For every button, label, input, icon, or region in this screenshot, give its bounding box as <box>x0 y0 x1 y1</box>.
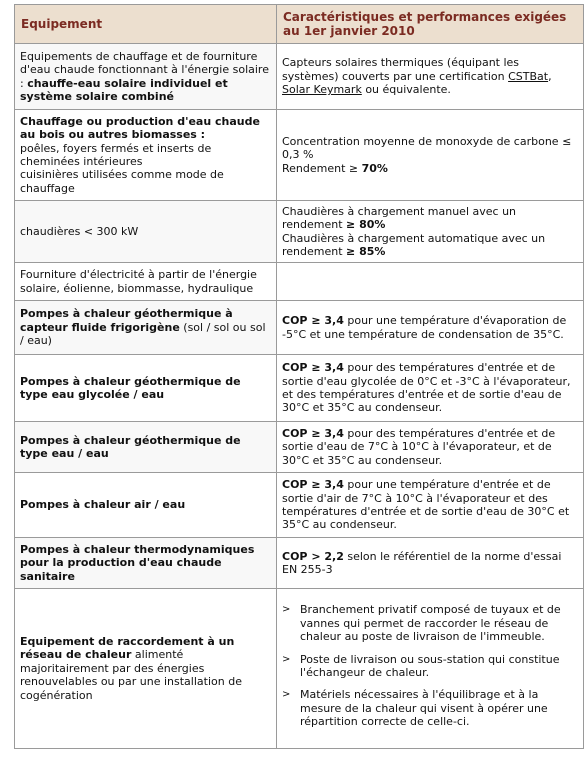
row-equipment-cell: Fourniture d'électricité à partir de l'énergie solaire, éolienne, biommasse, hydraulique <box>15 263 277 301</box>
row-characteristics-cell <box>277 263 584 301</box>
table-row <box>15 44 584 110</box>
equipment-table-container <box>14 4 583 749</box>
list-item: > Branchement privatif composé de tuyaux et de vannes qui permet de raccorder le réseau de chaleur au poste de livraison de l'immeuble. <box>282 603 561 644</box>
table-row <box>15 263 584 301</box>
table-row <box>15 422 584 473</box>
row-equipment-cell: Pompes à chaleur géothermique à capteur fluide frigorigène (sol / sol ou sol / eau) <box>15 301 277 355</box>
row-characteristics-cell: Capteurs solaires thermiques (équipant les systèmes) couverts par une certification CSTBat, Solar Keymark ou équivalente. <box>277 44 584 110</box>
header-equipment: Equipement <box>15 5 277 44</box>
list-item: > Poste de livraison ou sous-station qui constitue l'échangeur de chaleur. <box>282 652 560 679</box>
row-equipment-cell: Pompes à chaleur géothermique de type eau glycolée / eau <box>15 355 277 422</box>
bullet-marker: > <box>282 604 291 616</box>
row-equipment-cell: Pompes à chaleur géothermique de type eau / eau <box>15 422 277 473</box>
table-row <box>15 589 584 749</box>
row-characteristics-cell: COP ≥ 3,4 pour une température d'évaporation de -5°C et une température de condensation de 35°C. <box>277 301 584 355</box>
table-row <box>15 473 584 538</box>
row-characteristics-cell: COP ≥ 3,4 pour une température d'entrée et de sortie d'air de 7°C à 10°C à l'évaporateur et des températures d'entrée et de sortie d'eau de 30°C et 35°C au condenseur. <box>277 473 584 538</box>
equipment-requirements-table <box>14 4 584 749</box>
header-characteristics: Caractéristiques et performances exigées au 1er janvier 2010 <box>277 5 584 44</box>
row-equipment-cell: Pompes à chaleur air / eau <box>15 473 277 538</box>
row-characteristics-cell: COP ≥ 3,4 pour des températures d'entrée et de sortie d'eau de 7°C à 10°C à l'évaporateur, et de 30°C et 35°C au condenseur. <box>277 422 584 473</box>
table-header-row <box>15 5 584 44</box>
row-characteristics-cell <box>277 589 584 749</box>
row-characteristics-cell: Concentration moyenne de monoxyde de carbone ≤ 0,3 % Rendement ≥ 70% <box>277 110 584 201</box>
row-equipment-cell: Equipements de chauffage et de fourniture d'eau chaude fonctionnant à l'énergie solaire : chauffe-eau solaire individuel et système solaire combiné <box>15 44 277 110</box>
table-row <box>15 355 584 422</box>
bullet-marker: > <box>282 653 291 665</box>
table-row <box>15 110 584 201</box>
table-row <box>15 301 584 355</box>
row-characteristics-cell: COP ≥ 3,4 pour des températures d'entrée et de sortie d'eau glycolée de 0°C et -3°C à l'évaporateur, et des températures d'entrée et de sortie d'eau de 30°C et 35°C au condenseur. <box>277 355 584 422</box>
row-equipment-cell: chaudières < 300 kW <box>15 201 277 263</box>
bullet-marker: > <box>282 689 291 701</box>
table-row <box>15 201 584 263</box>
row-equipment-cell: Pompes à chaleur thermodynamiques pour la production d'eau chaude sanitaire <box>15 538 277 589</box>
cstbat-link[interactable]: CSTBat <box>508 69 549 83</box>
row-characteristics-cell: Chaudières à chargement manuel avec un rendement ≥ 80% Chaudières à chargement automatique avec un rendement ≥ 85% <box>277 201 584 263</box>
list-item: > Matériels nécessaires à l'équilibrage et à la mesure de la chaleur qui visent à opérer une répartition correcte de celle-ci. <box>282 688 548 729</box>
solar-keymark-link[interactable]: Solar Keymark <box>282 83 362 97</box>
table-row <box>15 538 584 589</box>
row-characteristics-cell: COP > 2,2 selon le référentiel de la norme d'essai EN 255-3 <box>277 538 584 589</box>
row-equipment-cell: Equipement de raccordement à un réseau de chaleur alimenté majoritairement par des énergies renouvelables ou par une installation de cogénération <box>15 589 277 749</box>
row-equipment-cell: Chauffage ou production d'eau chaude au bois ou autres biomasses : poêles, foyers fermés et inserts de cheminées intérieures cuisinières utilisées comme mode de chauffage <box>15 110 277 201</box>
